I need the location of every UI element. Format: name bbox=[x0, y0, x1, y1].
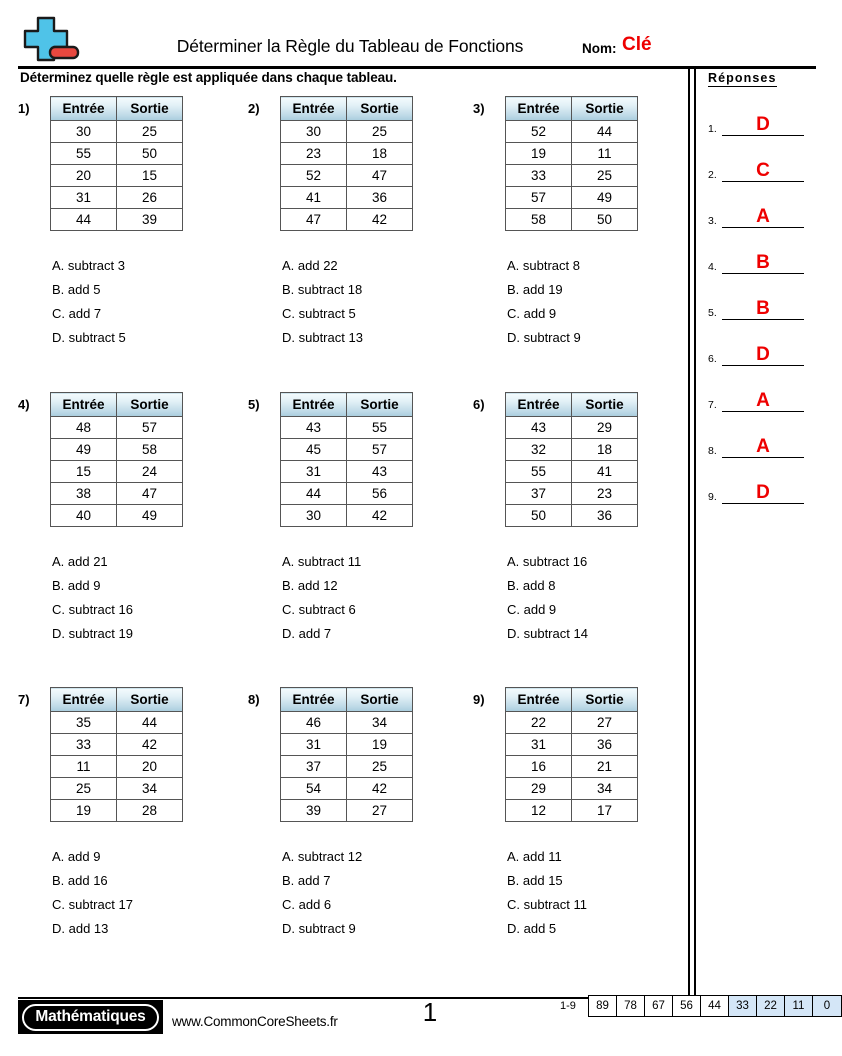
input-cell: 30 bbox=[281, 505, 347, 527]
column-header-input: Entrée bbox=[281, 393, 347, 417]
choice-option[interactable]: B. add 19 bbox=[507, 281, 563, 297]
site-url: www.CommonCoreSheets.fr bbox=[172, 1014, 338, 1029]
input-cell: 20 bbox=[51, 165, 117, 187]
input-cell: 45 bbox=[281, 439, 347, 461]
table-header-row bbox=[51, 688, 183, 712]
page-number: 1 bbox=[422, 997, 438, 1027]
table-row bbox=[51, 483, 183, 505]
table-row bbox=[506, 143, 638, 165]
score-box: 89 bbox=[589, 996, 617, 1016]
problem-number: 5) bbox=[248, 397, 260, 412]
answer-value: D bbox=[756, 482, 770, 503]
output-cell: 42 bbox=[347, 209, 413, 231]
output-cell: 42 bbox=[117, 734, 183, 756]
vertical-divider-inner bbox=[694, 66, 696, 1006]
table-row bbox=[51, 778, 183, 800]
input-cell: 33 bbox=[51, 734, 117, 756]
choice-option[interactable]: C. add 6 bbox=[282, 896, 332, 912]
table-row bbox=[51, 800, 183, 822]
output-cell: 29 bbox=[572, 417, 638, 439]
output-cell: 25 bbox=[347, 756, 413, 778]
output-cell: 44 bbox=[572, 121, 638, 143]
answer-row bbox=[708, 94, 808, 136]
input-cell: 19 bbox=[51, 800, 117, 822]
answer-number: 8. bbox=[708, 445, 717, 457]
output-cell: 27 bbox=[572, 712, 638, 734]
table-row bbox=[506, 417, 638, 439]
input-cell: 46 bbox=[281, 712, 347, 734]
input-cell: 38 bbox=[51, 483, 117, 505]
function-table bbox=[280, 392, 413, 527]
input-cell: 58 bbox=[506, 209, 572, 231]
output-cell: 24 bbox=[117, 461, 183, 483]
table-row bbox=[51, 461, 183, 483]
score-box: 67 bbox=[645, 996, 673, 1016]
answers-title: Réponses bbox=[708, 71, 777, 85]
choice-option[interactable]: A. subtract 16 bbox=[507, 553, 588, 569]
answer-number: 3. bbox=[708, 215, 717, 227]
answer-row bbox=[708, 370, 808, 412]
function-table bbox=[505, 96, 638, 231]
choice-option[interactable]: D. subtract 13 bbox=[282, 329, 363, 345]
problem-number: 7) bbox=[18, 692, 30, 707]
table-row bbox=[281, 483, 413, 505]
function-table bbox=[280, 687, 413, 822]
answer-blank-line bbox=[722, 135, 804, 136]
function-table bbox=[280, 96, 413, 231]
table-row bbox=[51, 143, 183, 165]
choice-option[interactable]: A. add 22 bbox=[282, 257, 338, 273]
table-row bbox=[506, 461, 638, 483]
input-cell: 31 bbox=[281, 461, 347, 483]
answer-value: A bbox=[756, 206, 770, 227]
answer-blank-line bbox=[722, 319, 804, 320]
choice-option[interactable]: C. add 7 bbox=[52, 305, 102, 321]
answer-value: A bbox=[756, 436, 770, 457]
table-row bbox=[281, 439, 413, 461]
input-cell: 32 bbox=[506, 439, 572, 461]
answer-number: 5. bbox=[708, 307, 717, 319]
choice-option[interactable]: D. add 13 bbox=[52, 920, 109, 936]
table-row bbox=[506, 209, 638, 231]
score-box: 78 bbox=[617, 996, 645, 1016]
problem-number: 1) bbox=[18, 101, 30, 116]
choice-option[interactable]: B. add 5 bbox=[52, 281, 101, 297]
column-header-output: Sortie bbox=[347, 97, 413, 121]
output-cell: 41 bbox=[572, 461, 638, 483]
output-cell: 19 bbox=[347, 734, 413, 756]
output-cell: 56 bbox=[347, 483, 413, 505]
input-cell: 19 bbox=[506, 143, 572, 165]
choice-option[interactable]: C. subtract 5 bbox=[282, 305, 356, 321]
choice-option[interactable]: C. subtract 17 bbox=[52, 896, 133, 912]
output-cell: 36 bbox=[572, 505, 638, 527]
problem-number: 2) bbox=[248, 101, 260, 116]
output-cell: 25 bbox=[347, 121, 413, 143]
table-row bbox=[506, 483, 638, 505]
input-cell: 40 bbox=[51, 505, 117, 527]
table-row bbox=[281, 756, 413, 778]
output-cell: 57 bbox=[117, 417, 183, 439]
input-cell: 43 bbox=[506, 417, 572, 439]
choice-option[interactable]: A. subtract 11 bbox=[282, 553, 362, 569]
choice-list bbox=[507, 845, 587, 941]
output-cell: 25 bbox=[117, 121, 183, 143]
input-cell: 48 bbox=[51, 417, 117, 439]
output-cell: 50 bbox=[117, 143, 183, 165]
function-table bbox=[505, 392, 638, 527]
answer-value: B bbox=[756, 298, 770, 319]
table-row bbox=[51, 505, 183, 527]
choice-option[interactable]: B. add 7 bbox=[282, 872, 331, 888]
answer-row bbox=[708, 140, 808, 182]
table-row bbox=[506, 712, 638, 734]
output-cell: 44 bbox=[117, 712, 183, 734]
table-row bbox=[281, 121, 413, 143]
input-cell: 52 bbox=[281, 165, 347, 187]
table-row bbox=[281, 461, 413, 483]
output-cell: 47 bbox=[347, 165, 413, 187]
output-cell: 58 bbox=[117, 439, 183, 461]
table-row bbox=[281, 143, 413, 165]
table-row bbox=[281, 778, 413, 800]
answer-number: 2. bbox=[708, 169, 717, 181]
answer-value: A bbox=[756, 390, 770, 411]
column-header-output: Sortie bbox=[117, 97, 183, 121]
answer-number: 1. bbox=[708, 123, 717, 135]
table-row bbox=[506, 439, 638, 461]
choice-option[interactable]: B. add 12 bbox=[282, 577, 338, 593]
table-row bbox=[281, 505, 413, 527]
column-header-input: Entrée bbox=[506, 393, 572, 417]
answer-row bbox=[708, 324, 808, 366]
table-row bbox=[281, 187, 413, 209]
output-cell: 20 bbox=[117, 756, 183, 778]
table-row bbox=[51, 209, 183, 231]
column-header-output: Sortie bbox=[572, 97, 638, 121]
input-cell: 55 bbox=[51, 143, 117, 165]
choice-option[interactable]: B. add 16 bbox=[52, 872, 108, 888]
input-cell: 37 bbox=[506, 483, 572, 505]
problem-number: 3) bbox=[473, 101, 485, 116]
output-cell: 15 bbox=[117, 165, 183, 187]
input-cell: 47 bbox=[281, 209, 347, 231]
answer-row bbox=[708, 416, 808, 458]
answer-number: 6. bbox=[708, 353, 717, 365]
choice-option[interactable]: B. subtract 18 bbox=[282, 281, 363, 297]
output-cell: 23 bbox=[572, 483, 638, 505]
score-box: 56 bbox=[673, 996, 701, 1016]
header-divider bbox=[18, 66, 816, 69]
choice-option[interactable]: A. add 9 bbox=[52, 848, 101, 864]
answer-blank-line bbox=[722, 457, 804, 458]
table-row bbox=[281, 165, 413, 187]
answer-number: 4. bbox=[708, 261, 717, 273]
answer-number: 9. bbox=[708, 491, 717, 503]
input-cell: 57 bbox=[506, 187, 572, 209]
table-row bbox=[51, 121, 183, 143]
choice-option[interactable]: B. add 8 bbox=[507, 577, 556, 593]
page-header bbox=[0, 0, 816, 68]
output-cell: 49 bbox=[572, 187, 638, 209]
table-header-row bbox=[281, 97, 413, 121]
input-cell: 11 bbox=[51, 756, 117, 778]
output-cell: 17 bbox=[572, 800, 638, 822]
input-cell: 31 bbox=[51, 187, 117, 209]
column-header-input: Entrée bbox=[506, 688, 572, 712]
choice-list bbox=[282, 550, 361, 646]
table-row bbox=[506, 756, 638, 778]
score-box: 33 bbox=[729, 996, 757, 1016]
choice-list bbox=[282, 254, 363, 350]
table-row bbox=[506, 734, 638, 756]
table-row bbox=[51, 734, 183, 756]
input-cell: 39 bbox=[281, 800, 347, 822]
function-table bbox=[50, 392, 183, 527]
choice-option[interactable]: C. add 9 bbox=[507, 305, 557, 321]
name-label: Nom: bbox=[582, 41, 617, 56]
table-header-row bbox=[281, 393, 413, 417]
function-table bbox=[50, 96, 183, 231]
column-header-input: Entrée bbox=[506, 97, 572, 121]
answer-blank-line bbox=[722, 273, 804, 274]
score-scale bbox=[588, 995, 842, 1017]
output-cell: 25 bbox=[572, 165, 638, 187]
function-table bbox=[505, 687, 638, 822]
page-title: Déterminer la Règle du Tableau de Fonctions bbox=[176, 36, 524, 56]
output-cell: 36 bbox=[347, 187, 413, 209]
input-cell: 31 bbox=[281, 734, 347, 756]
input-cell: 16 bbox=[506, 756, 572, 778]
column-header-input: Entrée bbox=[51, 97, 117, 121]
table-header-row bbox=[506, 393, 638, 417]
page-footer bbox=[0, 995, 831, 1056]
choice-option[interactable]: A. add 11 bbox=[507, 848, 562, 864]
input-cell: 30 bbox=[51, 121, 117, 143]
answer-blank-line bbox=[722, 411, 804, 412]
input-cell: 52 bbox=[506, 121, 572, 143]
output-cell: 49 bbox=[117, 505, 183, 527]
table-row bbox=[51, 712, 183, 734]
input-cell: 31 bbox=[506, 734, 572, 756]
choice-list bbox=[282, 845, 362, 941]
column-header-output: Sortie bbox=[572, 688, 638, 712]
problem-number: 4) bbox=[18, 397, 30, 412]
choice-option[interactable]: D. subtract 14 bbox=[507, 625, 588, 641]
table-header-row bbox=[506, 97, 638, 121]
output-cell: 18 bbox=[347, 143, 413, 165]
input-cell: 54 bbox=[281, 778, 347, 800]
table-row bbox=[51, 756, 183, 778]
table-row bbox=[281, 712, 413, 734]
column-header-input: Entrée bbox=[281, 688, 347, 712]
output-cell: 34 bbox=[572, 778, 638, 800]
choice-list bbox=[52, 845, 133, 941]
problem-number: 8) bbox=[248, 692, 260, 707]
output-cell: 36 bbox=[572, 734, 638, 756]
input-cell: 35 bbox=[51, 712, 117, 734]
choice-option[interactable]: C. subtract 6 bbox=[282, 601, 356, 617]
choice-option[interactable]: B. add 9 bbox=[52, 577, 101, 593]
score-box: 22 bbox=[757, 996, 785, 1016]
problem-number: 6) bbox=[473, 397, 485, 412]
brand-label: Mathématiques bbox=[22, 1004, 159, 1031]
input-cell: 33 bbox=[506, 165, 572, 187]
output-cell: 28 bbox=[117, 800, 183, 822]
column-header-output: Sortie bbox=[347, 393, 413, 417]
problem-number: 9) bbox=[473, 692, 485, 707]
choice-option[interactable]: D. subtract 9 bbox=[507, 329, 581, 345]
input-cell: 12 bbox=[506, 800, 572, 822]
output-cell: 34 bbox=[347, 712, 413, 734]
answer-value: D bbox=[756, 114, 770, 135]
input-cell: 41 bbox=[281, 187, 347, 209]
table-row bbox=[506, 187, 638, 209]
answer-row bbox=[708, 186, 808, 228]
table-row bbox=[51, 165, 183, 187]
table-row bbox=[281, 417, 413, 439]
choice-option[interactable]: D. add 7 bbox=[282, 625, 332, 641]
choice-list bbox=[52, 550, 133, 646]
choice-option[interactable]: A. subtract 3 bbox=[52, 257, 125, 273]
input-cell: 29 bbox=[506, 778, 572, 800]
column-header-input: Entrée bbox=[281, 97, 347, 121]
input-cell: 43 bbox=[281, 417, 347, 439]
function-table bbox=[50, 687, 183, 822]
score-box: 11 bbox=[785, 996, 813, 1016]
input-cell: 25 bbox=[51, 778, 117, 800]
output-cell: 27 bbox=[347, 800, 413, 822]
choice-option[interactable]: C. subtract 11 bbox=[507, 896, 587, 912]
choice-option[interactable]: D. add 5 bbox=[507, 920, 557, 936]
output-cell: 18 bbox=[572, 439, 638, 461]
input-cell: 23 bbox=[281, 143, 347, 165]
output-cell: 57 bbox=[347, 439, 413, 461]
output-cell: 50 bbox=[572, 209, 638, 231]
input-cell: 22 bbox=[506, 712, 572, 734]
answer-value: B bbox=[756, 252, 770, 273]
column-header-output: Sortie bbox=[347, 688, 413, 712]
table-row bbox=[281, 209, 413, 231]
output-cell: 55 bbox=[347, 417, 413, 439]
choice-option[interactable]: D. subtract 9 bbox=[282, 920, 356, 936]
output-cell: 42 bbox=[347, 778, 413, 800]
vertical-divider-outer bbox=[688, 66, 690, 1006]
input-cell: 15 bbox=[51, 461, 117, 483]
answer-blank-line bbox=[722, 181, 804, 182]
table-row bbox=[51, 439, 183, 461]
table-row bbox=[51, 417, 183, 439]
output-cell: 43 bbox=[347, 461, 413, 483]
input-cell: 30 bbox=[281, 121, 347, 143]
input-cell: 37 bbox=[281, 756, 347, 778]
output-cell: 26 bbox=[117, 187, 183, 209]
choice-option[interactable]: C. add 9 bbox=[507, 601, 557, 617]
table-header-row bbox=[281, 688, 413, 712]
input-cell: 49 bbox=[51, 439, 117, 461]
answer-blank-line bbox=[722, 227, 804, 228]
score-box: 0 bbox=[813, 996, 841, 1016]
input-cell: 44 bbox=[51, 209, 117, 231]
column-header-input: Entrée bbox=[51, 393, 117, 417]
table-row bbox=[506, 505, 638, 527]
answer-value: C bbox=[756, 160, 770, 181]
choice-option[interactable]: A. subtract 12 bbox=[282, 848, 363, 864]
input-cell: 44 bbox=[281, 483, 347, 505]
table-row bbox=[506, 165, 638, 187]
plus-minus-logo-icon bbox=[18, 14, 84, 64]
output-cell: 47 bbox=[117, 483, 183, 505]
choice-option[interactable]: A. add 21 bbox=[52, 553, 108, 569]
answer-row bbox=[708, 278, 808, 320]
table-row bbox=[281, 734, 413, 756]
column-header-input: Entrée bbox=[51, 688, 117, 712]
choice-option[interactable]: D. subtract 19 bbox=[52, 625, 133, 641]
table-header-row bbox=[51, 97, 183, 121]
column-header-output: Sortie bbox=[572, 393, 638, 417]
input-cell: 55 bbox=[506, 461, 572, 483]
table-row bbox=[506, 778, 638, 800]
score-range-label: 1-9 bbox=[560, 1000, 576, 1012]
name-value: Clé bbox=[622, 34, 652, 55]
input-cell: 50 bbox=[506, 505, 572, 527]
answer-blank-line bbox=[722, 365, 804, 366]
table-row bbox=[506, 800, 638, 822]
output-cell: 34 bbox=[117, 778, 183, 800]
choice-list bbox=[507, 550, 588, 646]
table-row bbox=[281, 800, 413, 822]
column-header-output: Sortie bbox=[117, 688, 183, 712]
table-header-row bbox=[51, 393, 183, 417]
answer-number: 7. bbox=[708, 399, 717, 411]
answer-blank-line bbox=[722, 503, 804, 504]
answer-row bbox=[708, 462, 808, 504]
table-row bbox=[51, 187, 183, 209]
output-cell: 21 bbox=[572, 756, 638, 778]
score-box: 44 bbox=[701, 996, 729, 1016]
choice-option[interactable]: A. subtract 8 bbox=[507, 257, 580, 273]
answers-panel bbox=[700, 66, 816, 526]
answer-value: D bbox=[756, 344, 770, 365]
brand-badge bbox=[18, 1000, 163, 1034]
choice-option[interactable]: D. subtract 5 bbox=[52, 329, 126, 345]
output-cell: 11 bbox=[572, 143, 638, 165]
choice-option[interactable]: B. add 15 bbox=[507, 872, 563, 888]
choice-list bbox=[507, 254, 581, 350]
instructions-text: Déterminez quelle règle est appliquée dans chaque tableau. bbox=[20, 70, 397, 85]
output-cell: 39 bbox=[117, 209, 183, 231]
output-cell: 42 bbox=[347, 505, 413, 527]
table-header-row bbox=[506, 688, 638, 712]
choice-option[interactable]: C. subtract 16 bbox=[52, 601, 133, 617]
answer-row bbox=[708, 232, 808, 274]
column-header-output: Sortie bbox=[117, 393, 183, 417]
table-row bbox=[506, 121, 638, 143]
choice-list bbox=[52, 254, 126, 350]
